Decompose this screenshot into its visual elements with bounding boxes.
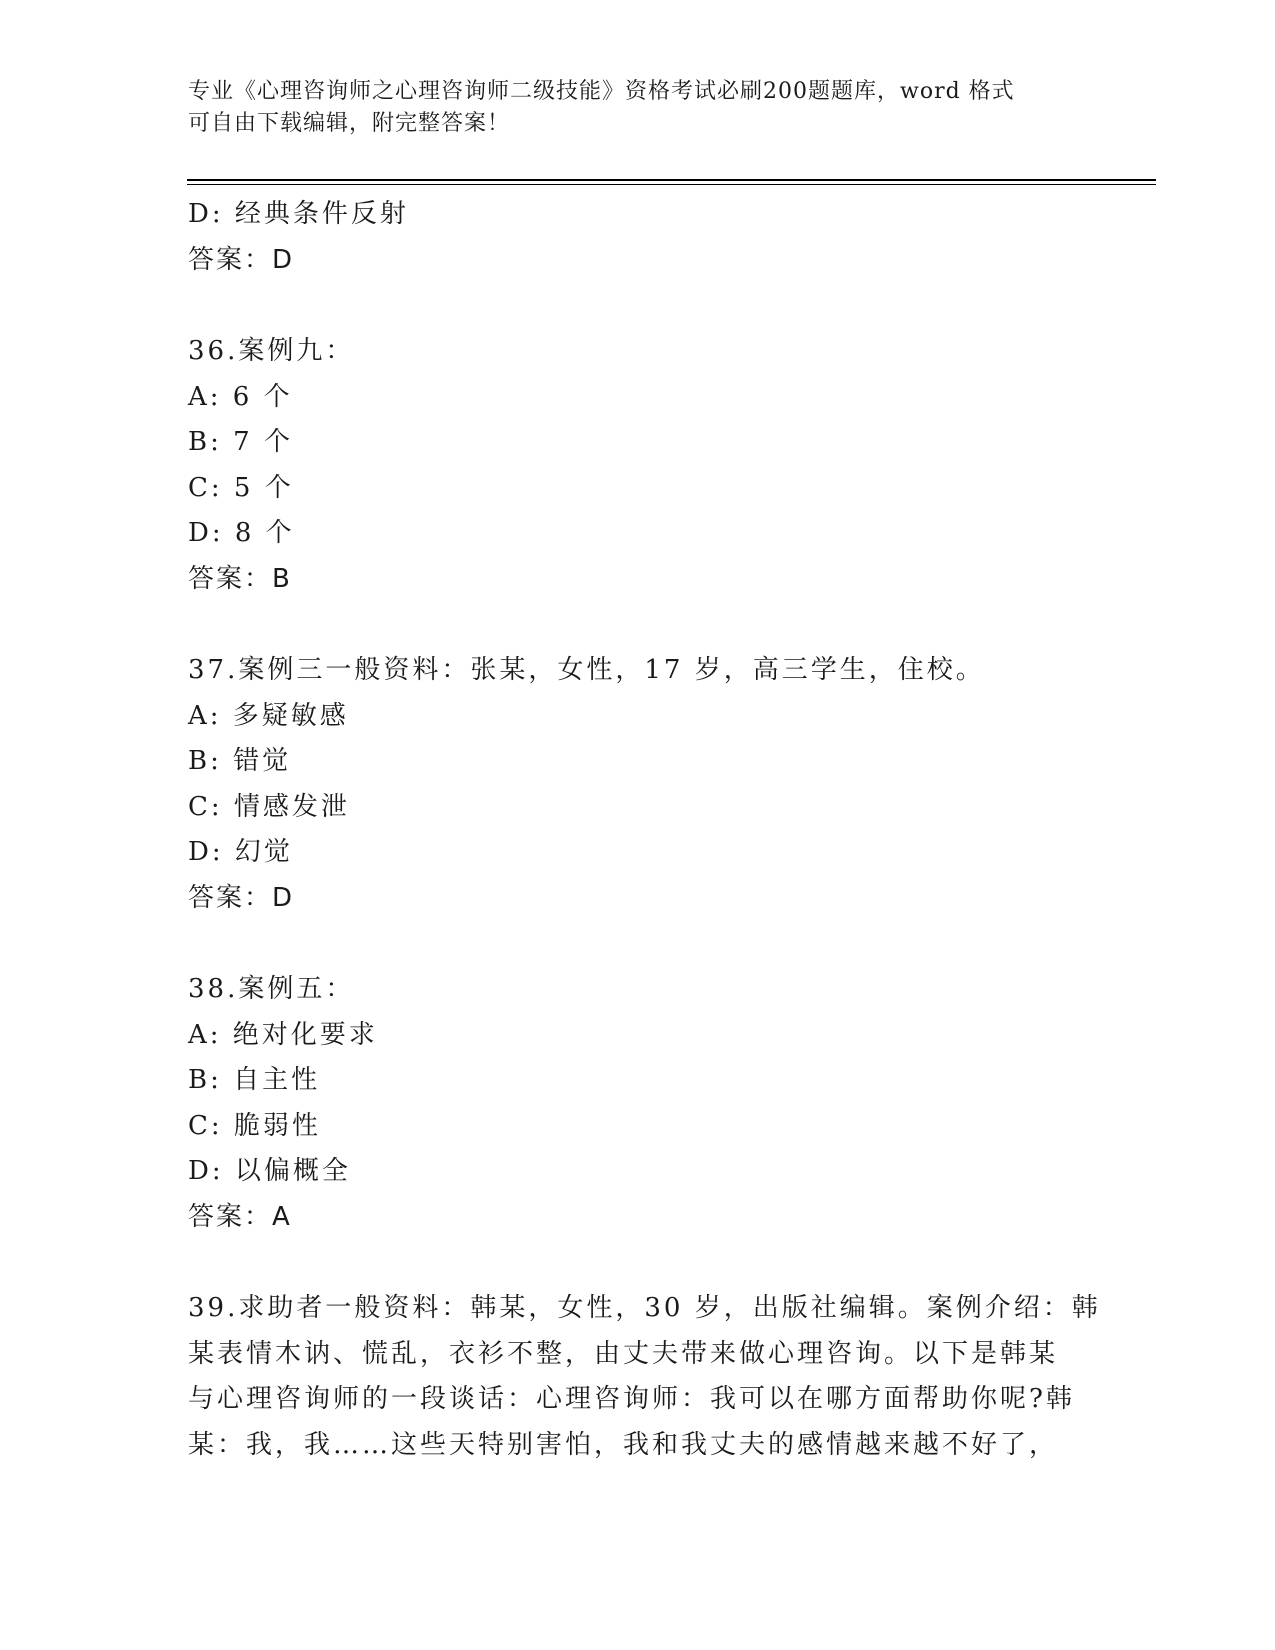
question-stem-line-1: 39.求助者一般资料：韩某，女性，30 岁，出版社编辑。案例介绍：韩	[188, 1293, 1101, 1323]
answer-line: 答案：B	[188, 563, 292, 594]
question-content	[188, 192, 1101, 1468]
question-stem: 38.案例五：	[188, 974, 355, 1004]
header-divider-thin	[187, 184, 1156, 185]
question-block-37	[188, 648, 1088, 921]
option-c: C: 脆弱性	[188, 1110, 321, 1141]
question-stem: 36.案例九：	[188, 336, 355, 366]
answer-line: 答案：D	[188, 244, 295, 275]
option-b: B: 7 个	[188, 427, 293, 457]
question-stem-line-2: 某表情木讷、慌乱，衣衫不整，由丈夫带来做心理咨询。以下是韩某	[188, 1338, 1059, 1369]
spacer	[188, 283, 1088, 329]
question-stem-line-4: 某：我，我……这些天特别害怕，我和我丈夫的感情越来越不好了，	[188, 1429, 1059, 1460]
option-a: A: 多疑敏感	[188, 700, 349, 731]
question-stem: 37.案例三一般资料：张某，女性，17 岁，高三学生，住校。	[188, 655, 985, 685]
option-a: A: 绝对化要求	[188, 1019, 378, 1050]
question-block-39	[188, 1286, 1101, 1468]
spacer	[188, 921, 1088, 967]
answer-line: 答案：A	[188, 1201, 292, 1232]
header-title-line-2: 可自由下载编辑，附完整答案！	[188, 111, 511, 136]
question-stem-line-3: 与心理咨询师的一段谈话：心理咨询师：我可以在哪方面帮助你呢?韩	[188, 1384, 1075, 1414]
option-d: D: 以偏概全	[188, 1156, 351, 1186]
spacer	[188, 1240, 1088, 1286]
option-c: C: 5 个	[188, 472, 294, 503]
option-c: C: 情感发泄	[188, 791, 350, 822]
header-title-line-1: 专业《心理咨询师之心理咨询师二级技能》资格考试必刷200题题库，word 格式	[188, 79, 1015, 104]
question-block-36	[188, 329, 1088, 602]
option-d: D: 8 个	[188, 518, 295, 548]
option-a: A: 6 个	[188, 381, 293, 412]
question-block-38	[188, 967, 1088, 1240]
option-d: D: 幻觉	[188, 837, 293, 867]
answer-line: 答案：D	[188, 882, 295, 913]
option-b: B: 错觉	[188, 746, 292, 776]
header-divider-thick	[187, 179, 1156, 181]
option-b: B: 自主性	[188, 1065, 321, 1095]
page-header	[188, 76, 1088, 140]
option-d: D: 经典条件反射	[188, 199, 409, 229]
spacer	[188, 602, 1088, 648]
